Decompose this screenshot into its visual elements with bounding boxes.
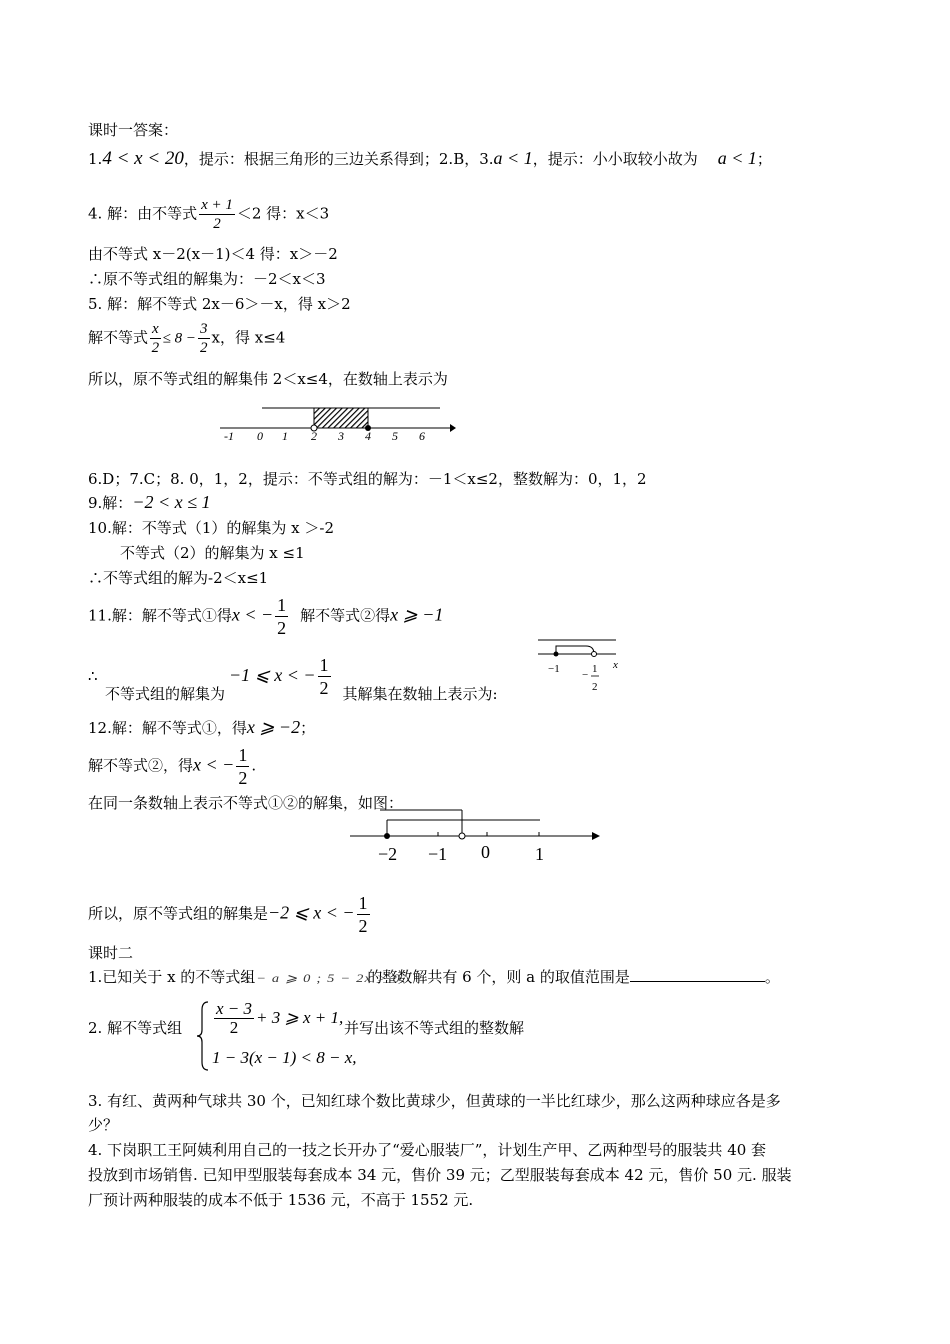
answer-12-line3: 在同一条数轴上表示不等式①②的解集，如图：	[88, 794, 404, 812]
tick-label: 0	[257, 429, 263, 443]
answer-10-line3: ∴不等式组的解为-2＜x≤1	[88, 569, 269, 587]
answer-10-line2: 不等式（2）的解集为 x ≤1	[120, 544, 305, 562]
arrow-icon	[450, 424, 456, 432]
closed-point	[554, 652, 559, 657]
answer-12-conclusion: 所以，原不等式组的解集是−2 ⩽ x < − $\frac{1}{2}$	[88, 893, 368, 936]
fraction: $\frac{1}{2}$	[277, 595, 287, 638]
brace-icon	[196, 1000, 210, 1072]
problem-4-line2: 投放到市场销售. 已知甲型服装每套成本 34 元，售价 39 元；乙型服装每套成本 42 元，售价 50 元. 服装	[88, 1166, 792, 1184]
math-inequality: a < 1	[493, 148, 533, 168]
problem-4-line3: 厂预计两种服装的成本不低于 1536 元，不高于 1552 元.	[88, 1191, 474, 1209]
number-line-1	[210, 398, 460, 446]
problem-3-line2: 少？	[88, 1116, 119, 1134]
tick-label: 4	[365, 429, 371, 443]
answer-5-line1: 5. 解：解不等式 2x－6＞－x，得 x＞2	[88, 295, 351, 313]
therefore-symbol: ∴	[88, 667, 98, 685]
problem-1: 1.已知关于 x 的不等式组x − a ⩾ 0 ; 5 − 2x > 0的整数解共有 6 个，则 a 的取值范围是 。	[88, 968, 780, 986]
answer-4-line1: 4. 解：由不等式 $\frac{x + 1}{2}$ ＜2 得：x＜3	[88, 197, 330, 232]
tick-label: 5	[392, 429, 398, 443]
problem-4-line1: 4. 下岗职工王阿姨利用自己的一技之长开办了“爱心服装厂”，计划生产甲、乙两种型号的服装共 40 套	[88, 1141, 767, 1159]
tick-label: −	[582, 669, 589, 681]
answer-11-line1: 11.解：解不等式①得x < − $\frac{1}{2}$ 解不等式②得x ⩾ −1	[88, 595, 444, 638]
tick-label: 2	[592, 681, 598, 693]
fraction: $\frac{1}{2}$	[319, 655, 329, 698]
answer-12-line1: 12.解：解不等式①，得x ⩾ −2；	[88, 717, 316, 737]
open-point	[592, 652, 597, 657]
answer-9: 9.解：−2 < x ≤ 1	[88, 492, 211, 512]
inequality-system-image: x − a ⩾ 0 ; 5 − 2x > 0	[244, 970, 402, 985]
math-inequality: −2 < x ≤ 1	[132, 492, 211, 512]
section-title-2: 课时二	[88, 944, 134, 962]
fraction: $\frac{x}{2}$	[151, 321, 160, 356]
tick-label: −2	[378, 844, 398, 864]
tick-label: 2	[311, 429, 317, 443]
closed-point	[384, 833, 390, 839]
tick-label: 1	[592, 663, 598, 675]
fraction: $\frac{x + 1}{2}$	[201, 197, 233, 232]
tick-label: 1	[282, 429, 288, 443]
answer-blank[interactable]	[630, 967, 765, 982]
answer-11-line2: 不等式组的解集为−1 ⩽ x < − $\frac{1}{2}$ 其解集在数轴上表示为:	[105, 655, 498, 703]
fraction: $\frac{1}{2}$	[358, 893, 368, 936]
answer-4-line2: 由不等式 x－2(x－1)＜4 得：x＞－2	[88, 245, 338, 263]
shaded-region	[314, 408, 368, 428]
section-title-1: 课时一答案：	[88, 121, 179, 139]
number-line-2	[536, 636, 626, 700]
problem-2: 2. 解不等式组 $\frac{x - 3}{2}$ + 3 ⩾ x + 1, 1 − 3(x − 1) < 8 − x, 并写出该不等式组的整数解	[88, 1000, 182, 1070]
tick-label: -1	[224, 429, 234, 443]
fraction: $\frac{3}{2}$	[200, 321, 208, 356]
open-point	[459, 833, 465, 839]
fraction: $\frac{1}{2}$	[238, 745, 248, 788]
answer-4-line3: ∴原不等式组的解集为：－2＜x＜3	[88, 270, 326, 288]
math-inequality: 4 < x < 20	[102, 148, 184, 169]
answer-10-line1: 10.解：不等式（1）的解集为 x ＞-2	[88, 519, 335, 537]
solution-bracket	[556, 646, 594, 654]
tick-label: −1	[428, 844, 448, 864]
problem-3-line1: 3. 有红、黄两种气球共 30 个，已知红球个数比黄球少，但黄球的一半比红球少，那么这两种球应各是多	[88, 1092, 781, 1110]
tick-label: 0	[481, 842, 490, 862]
tick-label: −1	[548, 663, 560, 675]
answer-5-line2: 解不等式 $\frac{x}{2}$ ≤ 8 − $\frac{3}{2}$ x，得 x≤4	[88, 321, 286, 356]
tick-label: 3	[338, 429, 344, 443]
tick-label: 6	[419, 429, 425, 443]
answer-6-8: 6.D；7.C；8. 0，1，2，提示：不等式组的解为：－1＜x≤2，整数解为：0，1，2	[88, 470, 647, 488]
answer-5-line3: 所以，原不等式组的解集伟 2＜x≤4，在数轴上表示为	[88, 370, 448, 388]
math-inequality: a < 1	[717, 148, 757, 168]
number-line-3	[340, 806, 610, 864]
answer-12-line2: 解不等式②，得x < − $\frac{1}{2}$ .	[88, 745, 257, 788]
arrow-icon	[592, 832, 600, 840]
tick-label: 1	[535, 844, 544, 864]
system-row-2: 1 − 3(x − 1) < 8 − x,	[212, 1048, 357, 1067]
fraction: $\frac{x - 3}{2}$	[216, 999, 253, 1037]
answer-1-3: 1.4 < x < 20，提示：根据三角形的三边关系得到；2.B，3.a < 1，提示：小小取较小故为 a < 1；	[88, 148, 772, 169]
axis-label: x	[613, 659, 618, 671]
system-row-1: $\frac{x - 3}{2}$ + 3 ⩾ x + 1,	[216, 999, 344, 1037]
